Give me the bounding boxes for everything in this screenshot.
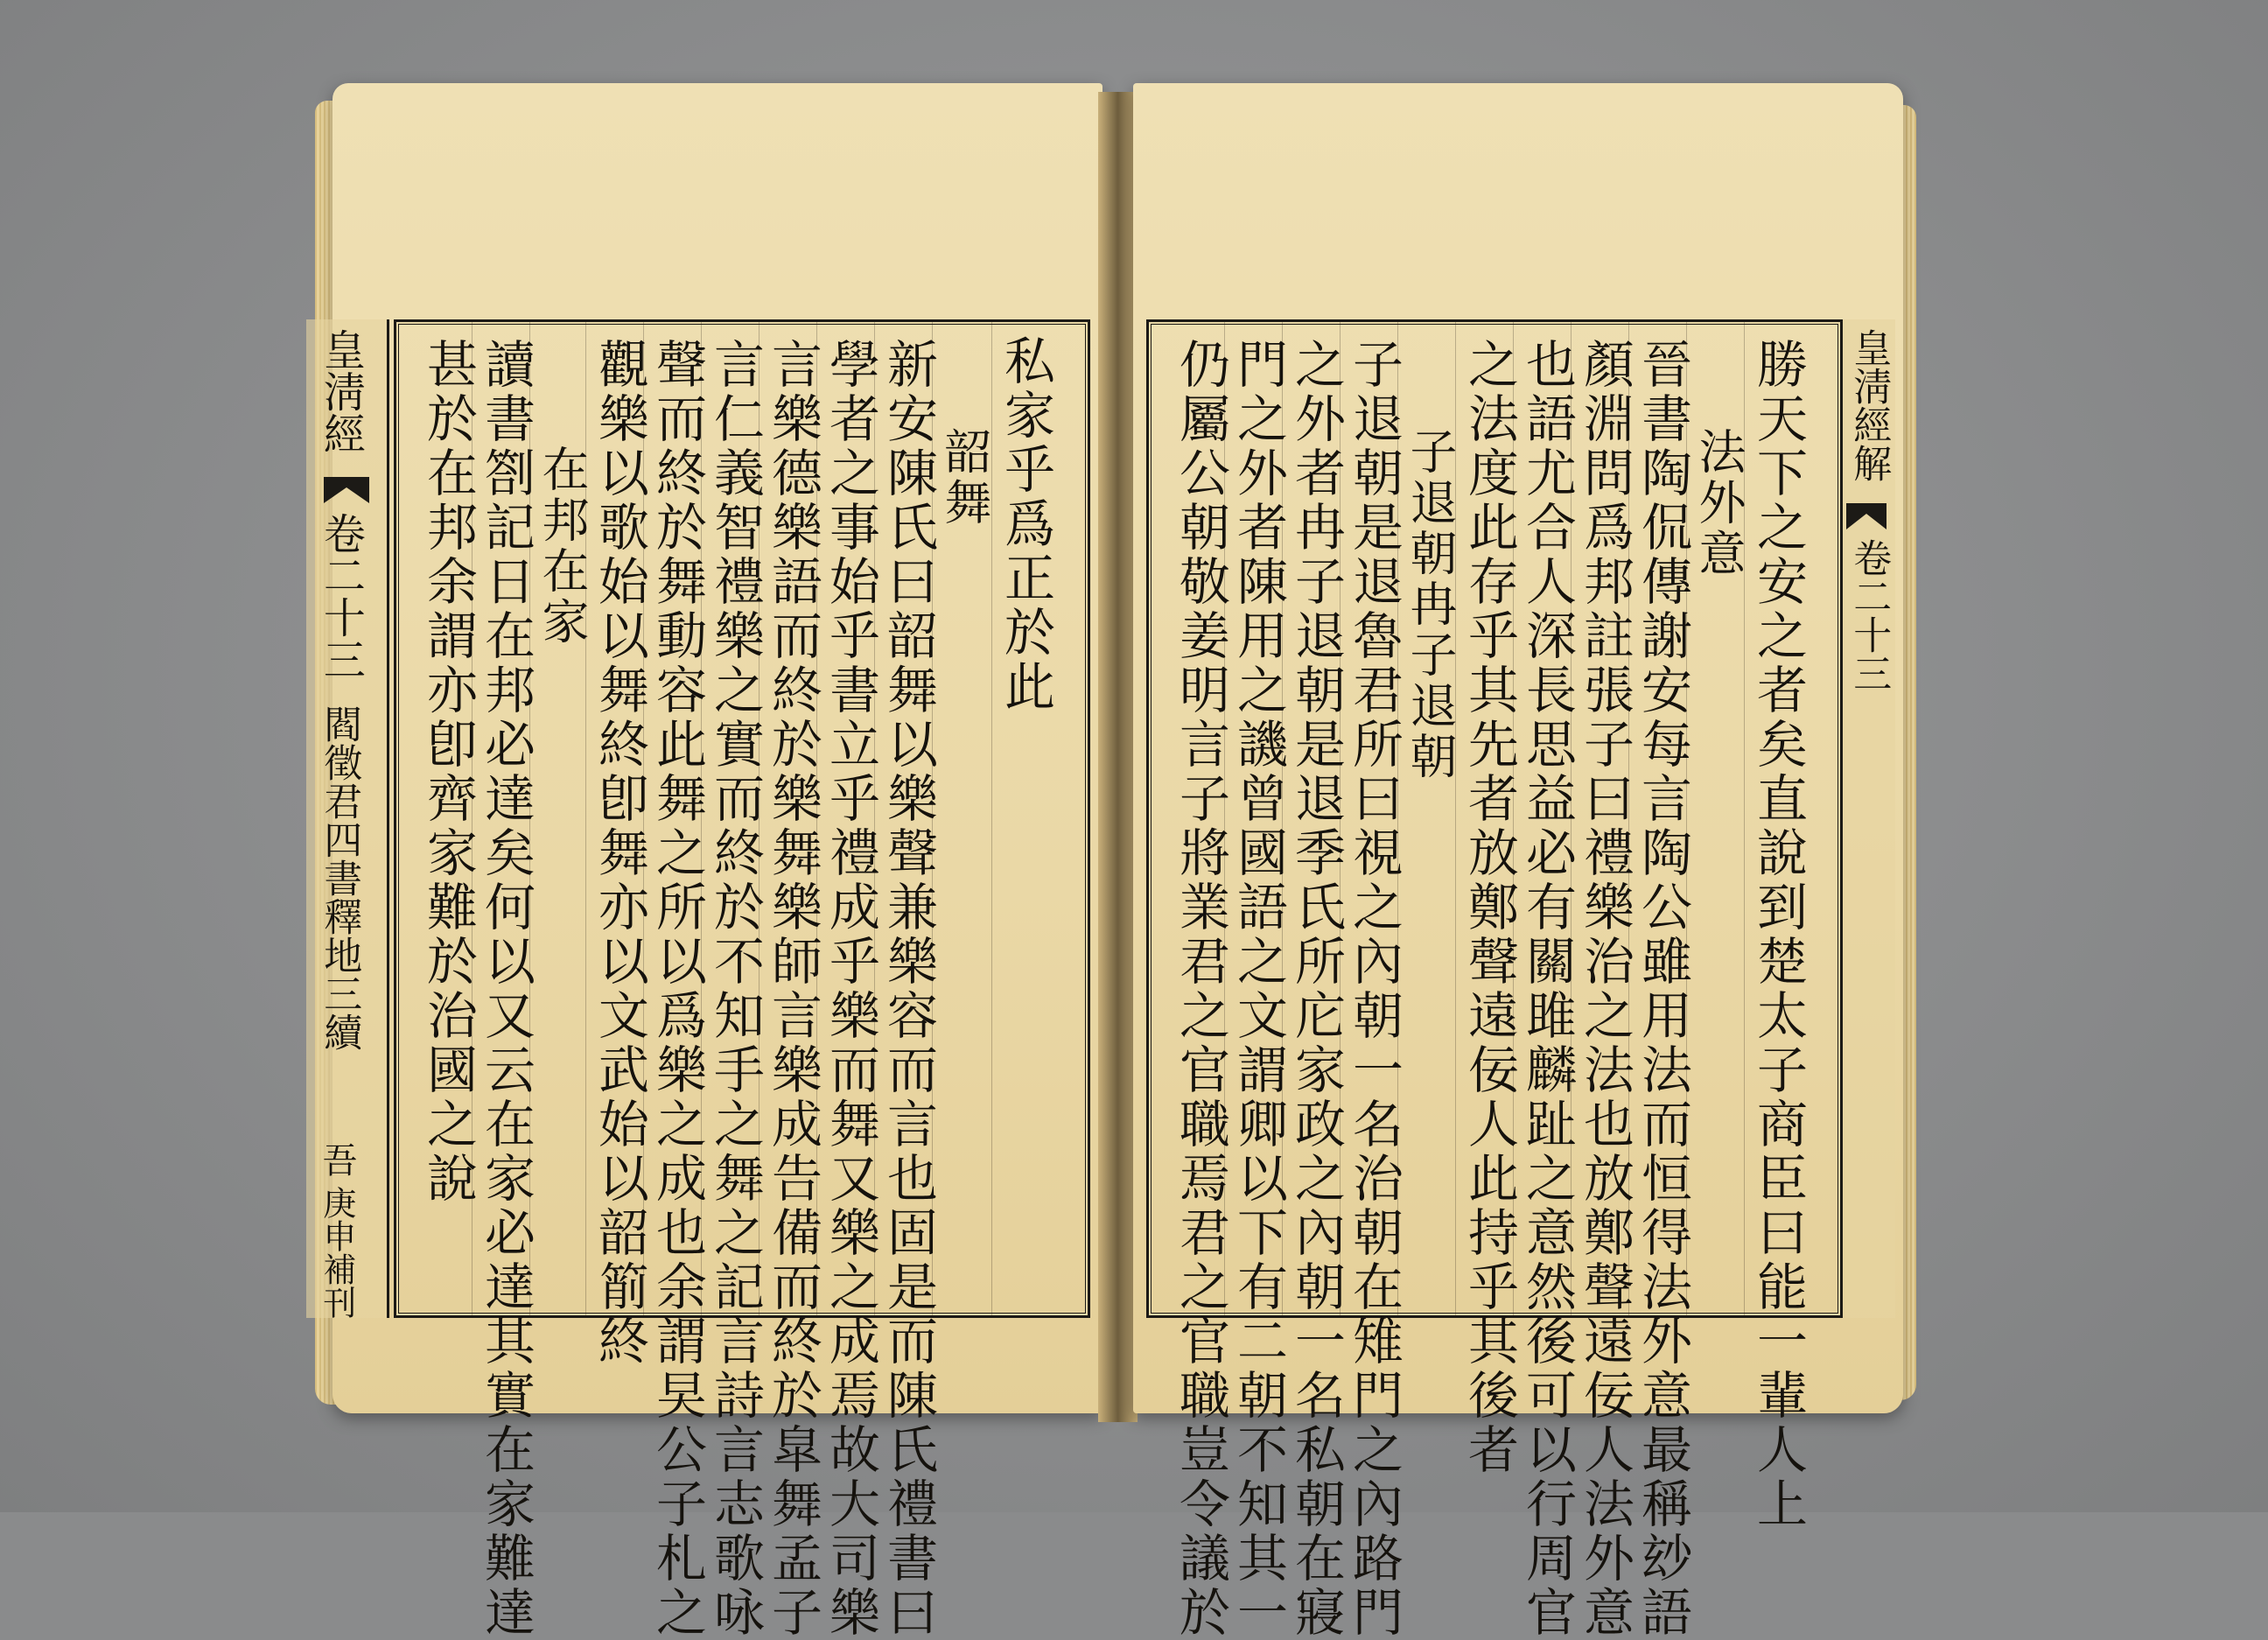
text-column: 學者之事始乎書立乎禮成乎樂而舞又樂之成焉故大司樂	[821, 338, 880, 1640]
text-column: 門之外者陳用之譏曾國語之文謂卿以下有二朝不知其一	[1228, 338, 1288, 1640]
heart-volume: 卷二十三	[1846, 538, 1892, 692]
text-column: 言仁義智禮樂之實而終於不知手之舞之記言詩言志歌咏	[705, 338, 765, 1640]
section-heading: 韶舞	[937, 427, 992, 529]
text-column: 言樂德樂語而終於樂舞樂師言樂成告備而終於皐舞孟子	[763, 338, 822, 1640]
section-heading: 在邦在家	[535, 445, 590, 648]
text-column: 私家乎爲正於此	[996, 334, 1055, 714]
heart-title: 皇淸經解	[1846, 328, 1892, 482]
heart-volume: 卷二十三	[316, 512, 366, 680]
text-column: 晉書陶侃傳謝安每言陶公雖用法而恒得法外意最稱玅語	[1633, 338, 1692, 1640]
heart-title: 皇淸經	[316, 328, 366, 454]
text-column: 勝天下之安之者矣直說到楚太子商臣曰能一輩人上	[1748, 338, 1808, 1531]
text-column: 仍屬公朝敬姜明言子將業君之官職焉君之官職豈令議於	[1171, 338, 1230, 1640]
text-column: 之外者冉子退朝是退季氏所庀家政之內朝一名私朝在寢	[1286, 338, 1346, 1640]
text-column: 甚於在邦余謂亦卽齊家難於治國之說	[418, 338, 478, 1206]
text-column: 聲而終於舞動容此舞之所以爲樂之成也余謂旲公子札之	[648, 338, 707, 1640]
block-heart-right	[1840, 319, 1895, 1318]
heart-subtitle: 閻徵君四書釋地三續	[317, 704, 362, 1051]
text-column: 新安陳氏曰韶舞以樂聲兼樂容而言也固是而陳氏禮書曰	[878, 338, 938, 1640]
text-column: 觀樂以歌始以舞終卽舞亦以文武始以韶箾終	[590, 338, 649, 1369]
heart-note: 庚申補刊	[317, 1186, 356, 1319]
section-heading: 子退朝冉子退朝	[1403, 427, 1458, 782]
fishtail-mark	[1846, 503, 1886, 529]
text-column: 子退朝是退魯君所曰視之內朝一名治朝在雉門之內路門	[1344, 338, 1404, 1640]
text-column: 讀書劄記日在邦必達矣何以又云在家必達其實在家難達	[476, 338, 536, 1640]
open-book	[315, 83, 1916, 1640]
right-page	[1133, 83, 1903, 1640]
fishtail-mark	[324, 477, 369, 503]
left-text-frame	[394, 319, 1090, 1640]
block-heart-left	[306, 319, 389, 1318]
bleed-through-text	[709, 136, 779, 185]
section-heading: 法外意	[1691, 427, 1746, 579]
text-column: 也語尤合人深長思益必有關雎麟趾之意然後可以行周官	[1517, 338, 1577, 1640]
text-column: 之法度此存乎其先者放鄭聲遠佞人此持乎其後者	[1460, 338, 1519, 1477]
right-text-frame	[1146, 319, 1843, 1640]
left-page	[316, 83, 1102, 1640]
heart-folio: 吾	[317, 1142, 357, 1177]
text-column: 顏淵問爲邦註張子曰禮樂治之法也放鄭聲遠佞人法外意	[1575, 338, 1634, 1640]
book-gutter	[1098, 92, 1138, 1422]
